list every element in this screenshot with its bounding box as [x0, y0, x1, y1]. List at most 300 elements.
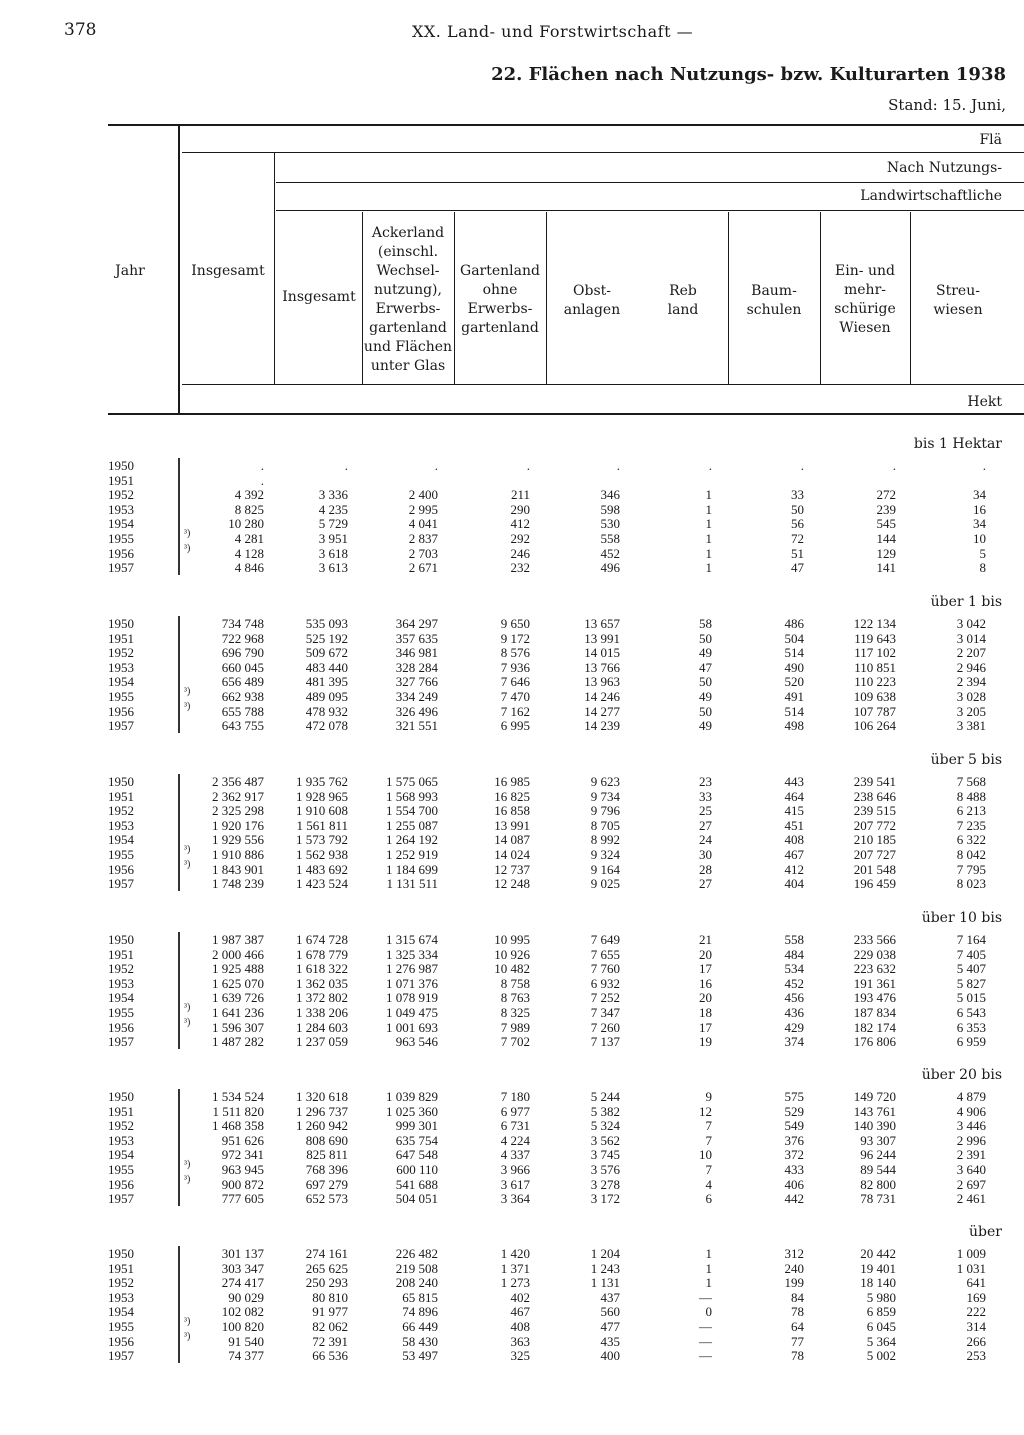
- table-cell: 6 353: [956, 1019, 986, 1035]
- table-cell: 207 727: [853, 847, 896, 862]
- row-year: 1953: [108, 659, 134, 675]
- table-cell: 3 951: [318, 531, 348, 546]
- header-rebland-line: land: [667, 302, 699, 318]
- table-cell: 7 347: [590, 1005, 620, 1020]
- table-cell: .: [260, 472, 264, 488]
- header-rule-landw: [276, 210, 1024, 211]
- table-cell: 1 678 779: [296, 946, 348, 962]
- table-cell: 7 137: [590, 1034, 620, 1050]
- table-row: [0, 1261, 1024, 1276]
- table-cell: 233 566: [853, 932, 896, 947]
- table-cell: 7: [705, 1162, 712, 1177]
- table-cell: 1 264 192: [386, 832, 438, 848]
- table-cell: 600 110: [396, 1162, 438, 1177]
- header-rebland-line: Reb: [669, 283, 697, 299]
- table-cell: 8 763: [500, 990, 530, 1006]
- header-ackerland-line: (einschl.: [377, 244, 439, 260]
- table-cell: 119 643: [854, 630, 896, 646]
- table-cell: 9 025: [590, 876, 620, 892]
- header-ackerland-line: gartenland: [369, 320, 447, 336]
- row-year: 1955: [108, 689, 134, 704]
- table-cell: 404: [784, 876, 804, 892]
- table-cell: 334 249: [395, 689, 438, 704]
- row-year: 1957: [108, 876, 134, 892]
- table-cell: 346 981: [395, 645, 438, 661]
- table-cell: 199: [784, 1275, 804, 1291]
- table-cell: 734 748: [221, 616, 264, 631]
- table-cell: 1: [705, 487, 712, 503]
- table-cell: 5 407: [956, 961, 986, 977]
- table-cell: 1 255 087: [386, 817, 438, 833]
- table-cell: 290: [510, 501, 530, 517]
- table-cell: 74 896: [402, 1304, 438, 1320]
- table-cell: 207 772: [853, 817, 896, 833]
- header-top-rule: [108, 124, 1024, 126]
- table-cell: 7 989: [500, 1019, 530, 1035]
- table-cell: 2 996: [956, 1132, 986, 1148]
- table-cell: 1 243: [590, 1260, 620, 1276]
- table-cell: 436: [784, 1005, 804, 1020]
- table-cell: 1: [705, 560, 712, 576]
- table-cell: 2 207: [956, 645, 986, 661]
- table-cell: 3 745: [590, 1147, 620, 1163]
- table-cell: 50: [699, 703, 712, 719]
- table-row: [0, 542, 1024, 561]
- table-cell: 169: [966, 1289, 986, 1305]
- table-row: [0, 528, 1024, 546]
- row-year: 1953: [108, 501, 134, 517]
- table-cell: 14 024: [494, 847, 530, 862]
- table-cell: 3 617: [500, 1176, 530, 1192]
- table-cell: 2 356 487: [212, 774, 264, 789]
- table-cell: 2 703: [408, 545, 438, 561]
- table-cell: 143 761: [853, 1103, 896, 1119]
- table-cell: 13 766: [584, 659, 620, 675]
- table-row: [0, 1348, 1024, 1363]
- table-cell: 3 381: [956, 718, 986, 734]
- table-cell: 1 420: [500, 1246, 530, 1261]
- header-landwirtschaftliche: Landwirtschaftliche: [860, 188, 1002, 204]
- table-cell: 1 910 886: [212, 847, 264, 862]
- table-cell: 722 968: [221, 630, 264, 646]
- table-cell: .: [892, 458, 896, 473]
- header-wiesen: [820, 262, 910, 338]
- table-cell: 7 164: [956, 932, 986, 947]
- table-cell: 406: [784, 1176, 804, 1192]
- table-cell: 187 834: [853, 1005, 896, 1020]
- table-cell: 91 977: [312, 1304, 348, 1320]
- table-cell: 481 395: [305, 674, 348, 690]
- row-year: 1952: [108, 803, 134, 819]
- row-year: 1957: [108, 1191, 134, 1207]
- header-baumschulen: [728, 282, 820, 320]
- row-year: 1952: [108, 645, 134, 661]
- table-cell: 777 605: [221, 1191, 264, 1207]
- table-cell: 433: [784, 1162, 804, 1177]
- table-cell: 96 244: [860, 1147, 896, 1163]
- row-year: 1952: [108, 1275, 134, 1291]
- table-cell: 58 430: [402, 1333, 438, 1349]
- row-year: 1956: [108, 1333, 134, 1349]
- row-footnote: ³): [184, 700, 191, 712]
- row-year: 1956: [108, 861, 134, 877]
- table-cell: 1 204: [590, 1246, 620, 1261]
- row-footnote: ³): [184, 686, 191, 697]
- table-cell: 144: [876, 531, 896, 546]
- table-cell: 1 575 065: [386, 774, 438, 789]
- table-cell: 1: [705, 1246, 712, 1261]
- table-cell: 7 180: [500, 1089, 530, 1104]
- table-cell: 238 646: [853, 788, 896, 804]
- table-cell: 451: [784, 817, 804, 833]
- table-cell: 647 548: [395, 1147, 438, 1163]
- table-cell: 1 362 035: [296, 975, 348, 991]
- table-cell: 7 936: [500, 659, 530, 675]
- table-cell: 239 515: [853, 803, 896, 819]
- table-cell: 2 697: [956, 1176, 986, 1192]
- table-row: [0, 473, 1024, 488]
- table-row: [0, 774, 1024, 789]
- table-cell: 7 405: [956, 946, 986, 962]
- row-footnote: ³): [184, 1002, 191, 1013]
- section-label: über 20 bis: [921, 1067, 1002, 1083]
- row-year: 1950: [108, 774, 134, 789]
- table-cell: 1 554 700: [386, 803, 438, 819]
- table-cell: 141: [876, 560, 896, 576]
- header-baumschulen-line: Baum-: [751, 283, 797, 299]
- table-row: [0, 686, 1024, 704]
- row-year: 1951: [108, 946, 134, 962]
- table-cell: 374: [784, 1034, 804, 1050]
- table-cell: 496: [600, 560, 620, 576]
- table-cell: 53 497: [402, 1348, 438, 1364]
- table-cell: 3 278: [590, 1176, 620, 1192]
- table-cell: 222: [966, 1304, 986, 1320]
- table-cell: 1 371: [500, 1260, 530, 1276]
- table-cell: 643 755: [221, 718, 264, 734]
- table-row: [0, 947, 1024, 962]
- table-cell: 484: [784, 946, 804, 962]
- table-cell: 30: [699, 847, 712, 862]
- table-cell: 1 423 524: [296, 876, 348, 892]
- table-cell: 662 938: [221, 689, 264, 704]
- table-cell: 17: [699, 961, 712, 977]
- row-year: 1953: [108, 975, 134, 991]
- table-cell: 326 496: [395, 703, 438, 719]
- table-cell: 246: [510, 545, 530, 561]
- table-cell: 27: [699, 817, 712, 833]
- table-cell: 327 766: [395, 674, 438, 690]
- table-cell: —: [699, 1319, 712, 1334]
- table-cell: 534: [784, 961, 804, 977]
- table-cell: .: [708, 458, 712, 473]
- table-cell: 1 562 938: [296, 847, 348, 862]
- table-cell: 437: [600, 1289, 620, 1305]
- table-row: [0, 1275, 1024, 1290]
- table-cell: 8 488: [956, 788, 986, 804]
- table-cell: 19 401: [860, 1260, 896, 1276]
- table-cell: 1 468 358: [212, 1118, 264, 1134]
- table-cell: 90 029: [228, 1289, 264, 1305]
- row-year: 1951: [108, 1103, 134, 1119]
- table-cell: 149 720: [853, 1089, 896, 1104]
- table-cell: 376: [784, 1132, 804, 1148]
- table-cell: 34: [973, 516, 986, 532]
- table-row: [0, 1104, 1024, 1119]
- table-cell: 10: [973, 531, 986, 546]
- row-year: 1952: [108, 1118, 134, 1134]
- table-cell: 72 391: [312, 1333, 348, 1349]
- table-cell: 66 449: [402, 1319, 438, 1334]
- table-cell: 3 640: [956, 1162, 986, 1177]
- header-streuwiesen-line: wiesen: [933, 302, 983, 318]
- table-cell: 191 361: [853, 975, 896, 991]
- table-cell: 4 224: [500, 1132, 530, 1148]
- table-cell: 963 546: [395, 1034, 438, 1050]
- table-cell: 1 674 728: [296, 932, 348, 947]
- table-cell: 1 925 488: [212, 961, 264, 977]
- table-cell: 89 544: [860, 1162, 896, 1177]
- table-cell: 504: [784, 630, 804, 646]
- table-cell: 7 162: [500, 703, 530, 719]
- table-cell: 64: [791, 1319, 804, 1334]
- table-cell: 18 140: [860, 1275, 896, 1291]
- table-cell: 472 078: [305, 718, 348, 734]
- table-cell: 1: [705, 531, 712, 546]
- table-row: [0, 1118, 1024, 1133]
- table-cell: 3 205: [956, 703, 986, 719]
- table-cell: 5 729: [318, 516, 348, 532]
- table-cell: 7 646: [500, 674, 530, 690]
- table-cell: 467: [510, 1304, 530, 1320]
- table-cell: 489 095: [305, 689, 348, 704]
- table-cell: 6 959: [956, 1034, 986, 1050]
- table-cell: 2 461: [956, 1191, 986, 1207]
- row-year: 1950: [108, 458, 134, 473]
- table-cell: 7 702: [500, 1034, 530, 1050]
- table-cell: 999 301: [395, 1118, 438, 1134]
- table-row: [0, 1089, 1024, 1104]
- table-cell: 3 562: [590, 1132, 620, 1148]
- section-label: über 10 bis: [921, 910, 1002, 926]
- table-cell: 51: [791, 545, 804, 561]
- table-cell: 19: [699, 1034, 712, 1050]
- header-ackerland-line: Erwerbs-: [375, 301, 441, 317]
- table-cell: 6 932: [590, 975, 620, 991]
- table-cell: 312: [784, 1246, 804, 1261]
- table-cell: 78: [791, 1304, 804, 1320]
- table-cell: 100 820: [221, 1319, 264, 1334]
- table-cell: 412: [784, 861, 804, 877]
- table-cell: 50: [699, 674, 712, 690]
- table-cell: 7 795: [956, 861, 986, 877]
- table-cell: 14 087: [494, 832, 530, 848]
- header-insgesamt-inner: Insgesamt: [282, 289, 356, 305]
- table-cell: 13 963: [584, 674, 620, 690]
- table-cell: 1 315 674: [386, 932, 438, 947]
- table-cell: 9 164: [590, 861, 620, 877]
- table-cell: 77: [791, 1333, 804, 1349]
- table-cell: 3 966: [500, 1162, 530, 1177]
- table-cell: 2 000 466: [212, 946, 264, 962]
- table-cell: 8 023: [956, 876, 986, 892]
- table-cell: 13 991: [584, 630, 620, 646]
- table-cell: 28: [699, 861, 712, 877]
- table-cell: 10 926: [494, 946, 530, 962]
- table-cell: 4 235: [318, 501, 348, 517]
- table-cell: 6 045: [866, 1319, 896, 1334]
- section-label: bis 1 Hektar: [913, 436, 1002, 452]
- table-cell: 1 338 206: [296, 1005, 348, 1020]
- table-row: [0, 700, 1024, 719]
- table-cell: 5 244: [590, 1089, 620, 1104]
- table-cell: 210 185: [853, 832, 896, 848]
- table-cell: 3 028: [956, 689, 986, 704]
- table-title: 22. Flächen nach Nutzungs- bzw. Kulturarten 1938: [491, 64, 1006, 85]
- table-cell: 951 626: [221, 1132, 264, 1148]
- page-number: 378: [64, 20, 97, 40]
- table-cell: 109 638: [853, 689, 896, 704]
- table-cell: 402: [510, 1289, 530, 1305]
- row-year: 1951: [108, 788, 134, 804]
- header-insgesamt-outer: Insgesamt: [191, 263, 265, 279]
- table-cell: 3 618: [318, 545, 348, 561]
- table-cell: 972 341: [221, 1147, 264, 1163]
- table-cell: 4 846: [234, 560, 264, 576]
- table-cell: 1 273: [500, 1275, 530, 1291]
- table-cell: 1 025 360: [386, 1103, 438, 1119]
- table-cell: 435: [600, 1333, 620, 1349]
- table-cell: 65 815: [402, 1289, 438, 1305]
- table-cell: .: [616, 458, 620, 473]
- header-baumschulen-line: schulen: [746, 302, 802, 318]
- table-cell: 12: [699, 1103, 712, 1119]
- table-cell: —: [699, 1289, 712, 1305]
- table-cell: 697 279: [305, 1176, 348, 1192]
- table-cell: 372: [784, 1147, 804, 1163]
- table-cell: 1: [705, 545, 712, 561]
- section-label: über 5 bis: [930, 752, 1002, 768]
- table-row: [0, 674, 1024, 689]
- table-cell: 520: [784, 674, 804, 690]
- table-cell: 16: [699, 975, 712, 991]
- header-ackerland-line: nutzung),: [374, 282, 442, 298]
- table-row: [0, 1016, 1024, 1035]
- table-cell: 6 995: [500, 718, 530, 734]
- table-cell: 74 377: [228, 1348, 264, 1364]
- table-row: [0, 1330, 1024, 1349]
- table-cell: 2 362 917: [212, 788, 264, 804]
- table-cell: 20 442: [860, 1246, 896, 1261]
- table-row: [0, 1034, 1024, 1049]
- table-row: [0, 976, 1024, 991]
- table-cell: 1 920 176: [212, 817, 264, 833]
- table-cell: 4 337: [500, 1147, 530, 1163]
- table-cell: 1 252 919: [386, 847, 438, 862]
- table-cell: 266: [966, 1333, 986, 1349]
- table-cell: .: [344, 458, 348, 473]
- row-year: 1955: [108, 847, 134, 862]
- table-cell: .: [260, 458, 264, 473]
- table-cell: 2 837: [408, 531, 438, 546]
- table-cell: 10 280: [228, 516, 264, 532]
- table-cell: 12 737: [494, 861, 530, 877]
- row-footnote: ³): [184, 1159, 191, 1170]
- table-cell: 656 489: [221, 674, 264, 690]
- table-row: [0, 502, 1024, 517]
- row-year: 1950: [108, 932, 134, 947]
- table-cell: —: [699, 1333, 712, 1349]
- table-cell: 3 446: [956, 1118, 986, 1134]
- table-cell: 1 641 236: [212, 1005, 264, 1020]
- table-cell: 9: [705, 1089, 712, 1104]
- table-cell: 239: [876, 501, 896, 517]
- table-cell: 1 561 811: [296, 817, 348, 833]
- table-cell: 9 172: [500, 630, 530, 646]
- table-cell: 23: [699, 774, 712, 789]
- table-cell: 8 825: [234, 501, 264, 517]
- table-row: [0, 631, 1024, 646]
- table-cell: 9 650: [500, 616, 530, 631]
- table-cell: 9 796: [590, 803, 620, 819]
- table-cell: 5 827: [956, 975, 986, 991]
- table-cell: 1 039 829: [386, 1089, 438, 1104]
- table-cell: 292: [510, 531, 530, 546]
- header-obstanlagen-line: anlagen: [563, 302, 621, 318]
- table-cell: 176 806: [853, 1034, 896, 1050]
- table-cell: 4: [705, 1176, 712, 1192]
- table-cell: 5: [979, 545, 986, 561]
- header-ackerland-line: unter Glas: [370, 358, 446, 374]
- table-cell: 24: [699, 832, 712, 848]
- table-cell: 1: [705, 1260, 712, 1276]
- row-footnote: ³): [184, 1173, 191, 1185]
- row-year: 1955: [108, 1319, 134, 1334]
- table-cell: 93 307: [860, 1132, 896, 1148]
- table-cell: 193 476: [853, 990, 896, 1006]
- table-cell: 9 734: [590, 788, 620, 804]
- table-row: [0, 1133, 1024, 1148]
- table-cell: 33: [699, 788, 712, 804]
- header-streuwiesen: [910, 282, 1006, 320]
- table-cell: 3 613: [318, 560, 348, 576]
- table-cell: 478 932: [305, 703, 348, 719]
- table-cell: 3 364: [500, 1191, 530, 1207]
- table-cell: 14 239: [584, 718, 620, 734]
- table-cell: 1 320 618: [296, 1089, 348, 1104]
- table-row: [0, 616, 1024, 631]
- table-cell: 1: [705, 501, 712, 517]
- header-rule-cols: [182, 384, 1024, 385]
- table-row: [0, 487, 1024, 502]
- row-year: 1956: [108, 1176, 134, 1192]
- table-row: [0, 1316, 1024, 1334]
- table-cell: 652 573: [305, 1191, 348, 1207]
- table-cell: 82 800: [860, 1176, 896, 1192]
- table-cell: 314: [966, 1319, 986, 1334]
- table-cell: .: [800, 458, 804, 473]
- table-cell: 2 400: [408, 487, 438, 503]
- table-cell: 549: [784, 1118, 804, 1134]
- table-row: [0, 718, 1024, 733]
- table-cell: 1 237 059: [296, 1034, 348, 1050]
- table-cell: 18: [699, 1005, 712, 1020]
- table-cell: 514: [784, 645, 804, 661]
- table-cell: 8 576: [500, 645, 530, 661]
- table-cell: .: [982, 458, 986, 473]
- table-cell: 14 246: [584, 689, 620, 704]
- table-cell: 8 325: [500, 1005, 530, 1020]
